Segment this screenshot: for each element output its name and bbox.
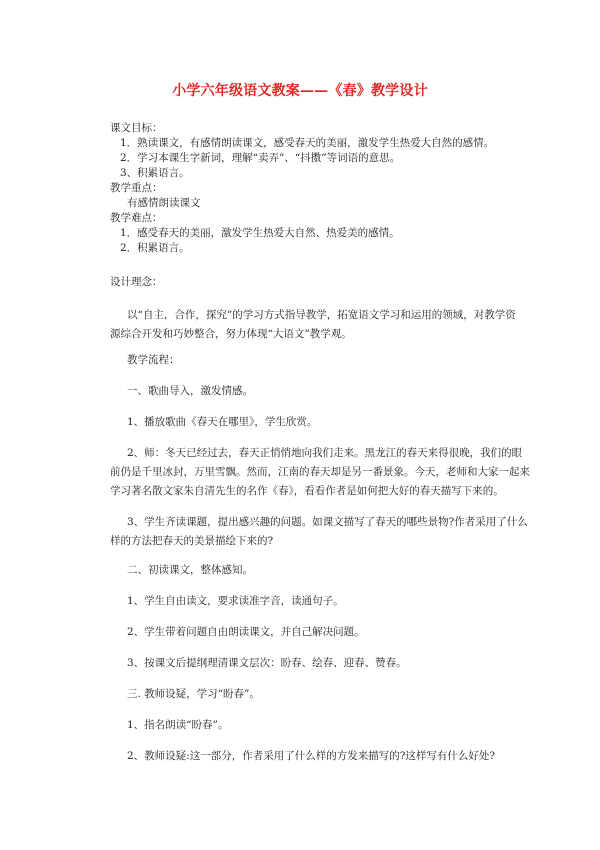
concept-line: 源综合开发和巧妙整合，努力体现“大语文”教学观。 bbox=[110, 328, 352, 340]
goals-heading: 课文目标： bbox=[110, 122, 163, 134]
concept-line: 以“自主，合作，探究”的学习方式指导教学，拓宽语文学习和运用的领域，对教学资 bbox=[127, 309, 516, 321]
section-line: 前仍是千里冰封，万里雪飘。然而，江南的春天却是另一番景象。今天，老师和大家一起来 bbox=[110, 466, 530, 478]
goal-item: 1．熟读课文，有感情朗读课文，感受春天的美丽，激发学生热爱大自然的感情。 bbox=[120, 137, 495, 149]
section-text: 1、播放歌曲《春天在哪里》，学生欣赏。 bbox=[127, 416, 318, 428]
section-line: 2、师：冬天已经过去，春天正悄悄地向我们走来。黑龙江的春天来得很晚，我们的眼 bbox=[127, 447, 523, 459]
key-heading: 教学重点： bbox=[110, 182, 163, 194]
difficulty-heading: 教学难点： bbox=[110, 212, 163, 224]
difficulty-item: 1．感受春天的美丽，激发学生热爱大自然、热爱美的感情。 bbox=[120, 227, 400, 239]
section-text: 2、教师设疑:这一部分，作者采用了什么样的方发来描写的?这样写有什么好处? bbox=[127, 750, 495, 762]
difficulty-item: 2．积累语言。 bbox=[120, 242, 190, 254]
section-line: 学习著名散文家朱自清先生的名作《春》，看看作者是如何把大好的春天描写下来的。 bbox=[110, 485, 504, 497]
section-text: 1、指名朗读“盼春”。 bbox=[127, 719, 229, 731]
section-text: 3、按课文后提纲理清课文层次：盼春、绘春、迎春、赞春。 bbox=[127, 657, 407, 669]
section-text: 1、学生自由读文，要求读准字音，读通句子。 bbox=[127, 595, 344, 607]
section-heading: 三. 教师设疑，学习“盼春”。 bbox=[127, 688, 260, 700]
section-heading: 二、初读课文，整体感知。 bbox=[127, 564, 253, 576]
section-line: 样的方法把春天的美景描绘下来的? bbox=[110, 535, 274, 547]
process-heading: 教学流程： bbox=[127, 354, 180, 366]
section-heading: 一、歌曲导入，激发情感。 bbox=[127, 385, 253, 397]
section-line: 3、学生齐读课题，提出感兴趣的问题。如课文描写了春天的哪些景物?作者采用了什么 bbox=[127, 516, 528, 528]
key-point: 有感情朗读课文 bbox=[127, 197, 201, 209]
concept-heading: 设计理念： bbox=[110, 276, 163, 288]
document-title: 小学六年级语文教案——《春》教学设计 bbox=[172, 83, 428, 99]
goal-item: 2．学习本课生字新词，理解“卖弄”、“抖擞”等词语的意思。 bbox=[120, 152, 401, 164]
section-text: 2、学生带着问题自由朗读课文，并自己解决问题。 bbox=[127, 626, 365, 638]
goal-item: 3、积累语言。 bbox=[120, 167, 190, 179]
